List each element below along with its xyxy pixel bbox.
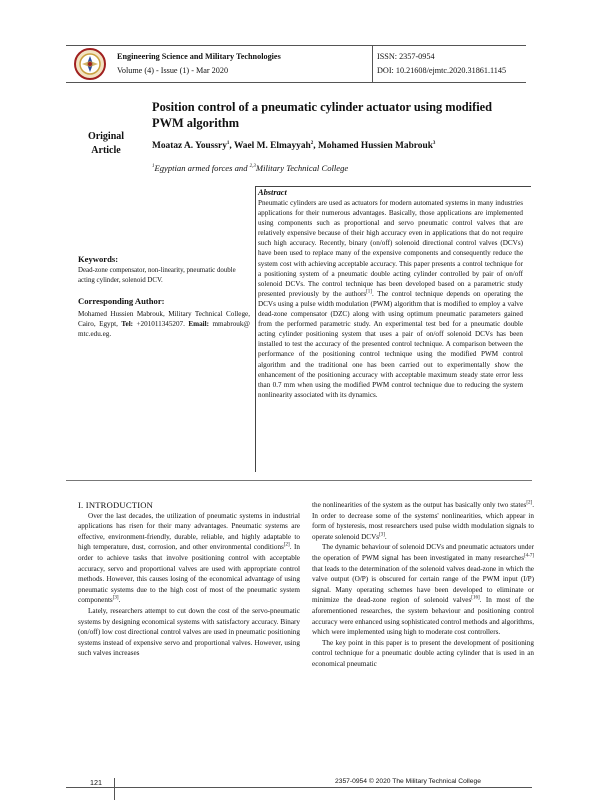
corresponding-author-heading: Corresponding Author: [78,296,165,306]
journal-logo-icon [68,47,112,81]
citation-mark[interactable]: [3] [112,595,119,601]
author-affiliation-mark: 3 [432,140,436,146]
paragraph-text: Over the last decades, the utilization of pneumatic systems in industrial applications has risen for their many advantages. Pneumatic systems are effective, environment-friendly, durable, reliable, and highly adaptable to high temperature, dust, corrosion, and other environmental conditions [78,511,300,552]
paragraph-text: . [384,532,387,541]
citation-mark[interactable]: [1] [366,289,372,295]
issn: ISSN: 2357-0954 [377,52,435,61]
author-name: Moataz A. Youssry [152,141,227,151]
abstract-body [258,198,523,400]
doi-link[interactable]: DOI: 10.21608/ejmtc.2020.31861.1145 [377,66,507,75]
volume-issue: Volume (4) - Issue (1) - Mar 2020 [117,66,229,75]
keywords-heading: Keywords: [78,254,119,264]
tel-number: +201011345207. [133,320,189,329]
author-affiliation-mark: 1 [226,140,230,146]
abstract-top-rule [255,186,531,187]
paragraph-text: . [118,596,121,605]
page-number: 121 [90,778,102,787]
header-separator [372,46,373,82]
author-name: Wael M. Elmayyah [233,141,311,151]
body-paragraph [78,606,300,659]
body-paragraph [312,500,534,542]
header-top-rule [66,45,526,46]
affiliation [152,163,348,173]
paragraph-text: that leads to the determination of the solenoid valves dead-zone in which the valve output (O/P) is obscured for certain range of the PWM input (I/P) signal. Many operating schemes have been developed to eliminate or minimize the dead-zone region of solenoid valves [312,564,534,605]
citation-mark[interactable]: [16] [471,595,480,601]
article-type-line1: Original [87,131,125,142]
abstract-side-rule [255,186,256,472]
left-column [78,500,300,659]
affiliation-rest: Military Technical College [255,163,349,173]
author-name: Mohamed Hussien Mabrouk [317,141,433,151]
affiliation-mark-2: 2,3 [249,164,256,170]
footer-copyright: 2357-0954 © 2020 The Military Technical College [335,778,481,785]
footer-separator [114,778,115,800]
affiliation-mark: 1 [152,164,155,170]
keywords-text: Dead-zone compensator, non-linearity, pneumatic double acting cylinder, solenoid DCV. [78,267,236,284]
body-paragraph [78,511,300,606]
abstract-heading: Abstract [258,188,287,197]
tel-label: Tel: [121,320,134,329]
body-paragraph [312,542,534,637]
left-paragraphs [78,511,300,659]
right-column [312,500,534,670]
citation-mark[interactable]: [4-7] [524,553,534,559]
paragraph-text: . In order to decrease some of the systems' nonlinearities, which appear in form of hysteresis, most researchers used pulse width modulation signals to operate solenoid DCVs [312,501,534,541]
corresponding-author-text [78,309,250,340]
email-address[interactable]: mmabrouk@ mtc.edu.eg. [78,320,250,339]
affiliation-main: Egyptian armed forces and [154,163,250,173]
header-bottom-rule [66,82,526,83]
citation-mark[interactable]: [2] [526,500,533,506]
paragraph-text: The key point in this paper is to present the development of positioning control technique for a pneumatic double acting cylinder that is used in an economical pneumatic [312,638,534,668]
paragraph-text: . In most of the aforementioned researches, the system behaviour and positioning control accuracy were enhanced using sophisticated control methods and algorithms, which were implemented using high to moderate cost controllers. [312,596,534,637]
article-type-line2: Article [91,145,121,156]
corresponding-author-details: Mohamed Hussien Mabrouk, Military Technical College, Cairo, Egypt, [78,310,250,329]
citation-mark[interactable]: [2] [283,542,290,548]
abstract-text-continued: . The control technique depends on operating the DCVs using a pulse width modulation (PWM) algorithm that is modified to employ a valve dead-zone compensator (DZC) along with using optimum pneumatic parameters gained from the performed parametric study. An experimental test bed for a pneumatic double acting cylinder positioning system that uses a pair of on/off solenoid DCVs has been installed to test the accuracy of the presented control technique. A comparison between the performance of the positioning control technique using the modified PWM control algorithm and the traditional one has been carried out to experimentally show the enhancement of the positioning accuracy with acceptable maximum steady state error less than 0.7 mm when using the modified PWM control technique due to reducing the system nonlinearity associated with its dynamics. [258,289,524,399]
journal-name: Engineering Science and Military Technologies [117,52,281,61]
paragraph-text: The dynamic behaviour of solenoid DCVs and pneumatic actuators under the operation of PWM signal has been investigated in many researches [312,543,534,562]
author-affiliation-mark: 2 [310,140,314,146]
author-list: Moataz A. Youssry$^1$, Wael M. Elmayyah$^2$, Mohamed Hussien Mabrouk$^3$ [152,140,436,151]
article-type [81,130,131,158]
citation-mark[interactable]: [3] [379,532,385,538]
right-paragraphs [312,500,534,670]
section-divider [66,480,532,481]
section-heading: I. INTRODUCTION [78,500,154,510]
body-paragraph [312,638,534,670]
paragraph-text: Lately, researchers attempt to cut down the cost of the servo-pneumatic systems by designing economical systems with satisfactory accuracy. Binary (on/off) low cost directional control valves are used in pneumatic positioning systems instead of expensive servo and proportional valves. However, using such valves increases [78,606,300,658]
paragraph-text: the nonlinearities of the system as the output has basically only two states [312,501,527,509]
paragraph-text: . In order to achieve tasks that involve positioning control with acceptable accuracy, servo and proportional valves are used with appropriate control methods. However, this causes losing of the economical advantage of using pneumatic systems due to the high cost of most of the pneumatic system components [78,543,300,605]
article-title: Position control of a pneumatic cylinder actuator using modified PWM algorithm [152,100,493,130]
email-label: Email: [188,320,210,329]
footer-rule [66,787,532,788]
abstract-text: Pneumatic cylinders are used as actuators for modern automated systems in many industries applications for their numerous advantages. Basically, those applications are implemented using components such as proportional and servo pneumatic control valves that are relatively expensive because of their high accuracy even in applications that do not require such high accuracy. Recently, binary (on/off) solenoid directional control valves (DCVs) have been used to replace many of the expensive components and consequently reduce the system cost with achieving acceptable accuracy. This paper presents a control technique for a positioning system of a pneumatic double acting cylinder controlled by pair of on/off solenoid DCVs. The control technique has been developed based on a parametric study presented previously by the authors [258,199,523,298]
